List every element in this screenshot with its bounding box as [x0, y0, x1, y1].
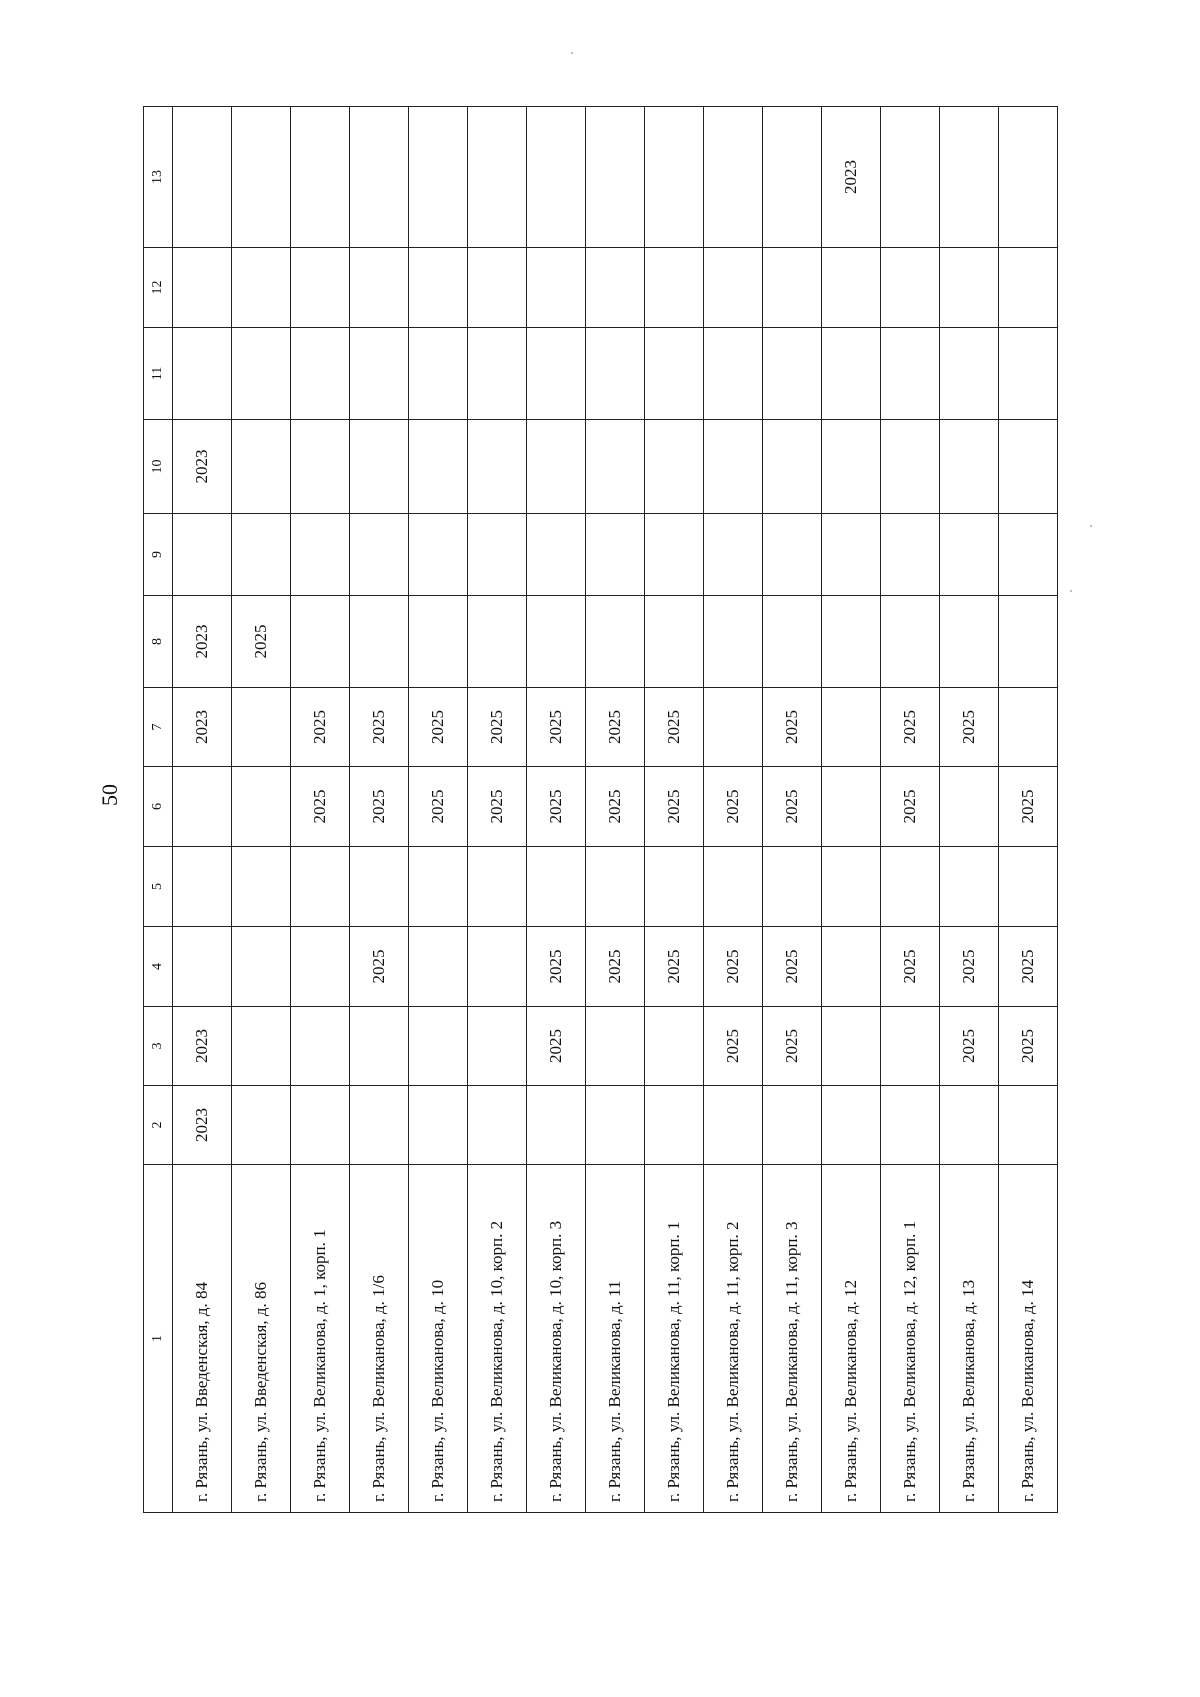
year-cell-col-12: [409, 248, 468, 328]
column-header-9: 9: [144, 514, 173, 596]
year-cell-col-4: 2025: [350, 927, 409, 1007]
address-cell: г. Рязань, ул. Великанова, д. 1, корп. 1: [291, 1165, 350, 1513]
year-cell-col-9: [409, 514, 468, 596]
year-cell-col-4: 2025: [763, 927, 822, 1007]
year-cell-col-2: [350, 1086, 409, 1165]
year-cell-col-6: 2025: [763, 767, 822, 847]
year-cell-col-2: [999, 1086, 1058, 1165]
year-cell-col-5: [940, 847, 999, 927]
year-cell-col-12: [881, 248, 940, 328]
year-cell-col-4: [822, 927, 881, 1007]
year-cell-col-11: [468, 328, 527, 420]
year-cell-col-4: 2025: [881, 927, 940, 1007]
year-cell-col-10: [999, 420, 1058, 514]
year-cell-col-9: [881, 514, 940, 596]
table-body: [173, 107, 1058, 1513]
year-cell-col-5: [704, 847, 763, 927]
year-cell-col-11: [232, 328, 291, 420]
year-cell-col-6: 2025: [350, 767, 409, 847]
year-cell-col-2: [409, 1086, 468, 1165]
year-cell-col-12: [645, 248, 704, 328]
year-cell-col-13: [586, 107, 645, 248]
year-cell-col-6: 2025: [468, 767, 527, 847]
year-cell-col-10: [468, 420, 527, 514]
year-cell-col-7: [232, 688, 291, 767]
column-header-4: 4: [144, 927, 173, 1007]
year-cell-col-12: [999, 248, 1058, 328]
address-cell: г. Рязань, ул. Великанова, д. 12, корп. 1: [881, 1165, 940, 1513]
schedule-table: [143, 106, 1058, 1513]
address-cell: г. Рязань, ул. Великанова, д. 10, корп. 3: [527, 1165, 586, 1513]
scan-speck: [1090, 525, 1092, 527]
year-cell-col-11: [586, 328, 645, 420]
year-cell-col-10: [586, 420, 645, 514]
year-cell-col-10: [409, 420, 468, 514]
year-cell-col-5: [232, 847, 291, 927]
year-cell-col-13: [350, 107, 409, 248]
column-header-12: 12: [144, 248, 173, 328]
year-cell-col-6: [822, 767, 881, 847]
year-cell-col-7: 2025: [350, 688, 409, 767]
year-cell-col-6: [232, 767, 291, 847]
table-row: [999, 107, 1058, 1513]
year-cell-col-6: 2025: [409, 767, 468, 847]
year-cell-col-4: 2025: [940, 927, 999, 1007]
year-cell-col-9: [999, 514, 1058, 596]
year-cell-col-13: [881, 107, 940, 248]
year-cell-col-8: [645, 596, 704, 688]
year-cell-col-8: [822, 596, 881, 688]
year-cell-col-11: [527, 328, 586, 420]
address-cell: г. Рязань, ул. Великанова, д. 10, корп. 2: [468, 1165, 527, 1513]
year-cell-col-10: [763, 420, 822, 514]
year-cell-col-4: 2025: [999, 927, 1058, 1007]
year-cell-col-8: [704, 596, 763, 688]
year-cell-col-5: [881, 847, 940, 927]
year-cell-col-6: [173, 767, 232, 847]
year-cell-col-6: [940, 767, 999, 847]
year-cell-col-4: [291, 927, 350, 1007]
address-cell: г. Рязань, ул. Великанова, д. 11, корп. 3: [763, 1165, 822, 1513]
year-cell-col-10: [822, 420, 881, 514]
address-cell: г. Рязань, ул. Великанова, д. 14: [999, 1165, 1058, 1513]
year-cell-col-7: [999, 688, 1058, 767]
year-cell-col-12: [704, 248, 763, 328]
year-cell-col-7: 2025: [940, 688, 999, 767]
year-cell-col-13: [173, 107, 232, 248]
year-cell-col-3: 2025: [527, 1007, 586, 1086]
year-cell-col-11: [822, 328, 881, 420]
year-cell-col-10: [645, 420, 704, 514]
year-cell-col-7: 2025: [586, 688, 645, 767]
year-cell-col-8: [940, 596, 999, 688]
address-cell: г. Рязань, ул. Великанова, д. 11, корп. 1: [645, 1165, 704, 1513]
year-cell-col-4: [232, 927, 291, 1007]
year-cell-col-10: [940, 420, 999, 514]
scan-speck: [1070, 590, 1072, 592]
year-cell-col-11: [645, 328, 704, 420]
table-row: [881, 107, 940, 1513]
year-cell-col-7: [822, 688, 881, 767]
year-cell-col-2: [586, 1086, 645, 1165]
year-cell-col-4: [409, 927, 468, 1007]
year-cell-col-2: [881, 1086, 940, 1165]
address-cell: г. Рязань, ул. Введенская, д. 86: [232, 1165, 291, 1513]
year-cell-col-10: [704, 420, 763, 514]
year-cell-col-2: [940, 1086, 999, 1165]
table-row: [468, 107, 527, 1513]
year-cell-col-2: [822, 1086, 881, 1165]
year-cell-col-3: [881, 1007, 940, 1086]
year-cell-col-6: 2025: [645, 767, 704, 847]
year-cell-col-5: [586, 847, 645, 927]
year-cell-col-7: 2025: [645, 688, 704, 767]
year-cell-col-4: 2025: [645, 927, 704, 1007]
year-cell-col-11: [173, 328, 232, 420]
year-cell-col-13: [232, 107, 291, 248]
year-cell-col-11: [291, 328, 350, 420]
year-cell-col-8: [763, 596, 822, 688]
year-cell-col-3: [291, 1007, 350, 1086]
year-cell-col-5: [999, 847, 1058, 927]
year-cell-col-8: [409, 596, 468, 688]
address-cell: г. Рязань, ул. Великанова, д. 12: [822, 1165, 881, 1513]
year-cell-col-3: 2023: [173, 1007, 232, 1086]
year-cell-col-8: [468, 596, 527, 688]
table-row: [232, 107, 291, 1513]
year-cell-col-6: 2025: [586, 767, 645, 847]
year-cell-col-7: 2023: [173, 688, 232, 767]
year-cell-col-9: [645, 514, 704, 596]
year-cell-col-10: [527, 420, 586, 514]
year-cell-col-11: [999, 328, 1058, 420]
column-header-2: 2: [144, 1086, 173, 1165]
year-cell-col-11: [940, 328, 999, 420]
year-cell-col-3: 2025: [999, 1007, 1058, 1086]
address-cell: г. Рязань, ул. Введенская, д. 84: [173, 1165, 232, 1513]
year-cell-col-7: 2025: [881, 688, 940, 767]
year-cell-col-9: [763, 514, 822, 596]
address-cell: г. Рязань, ул. Великанова, д. 13: [940, 1165, 999, 1513]
address-cell: г. Рязань, ул. Великанова, д. 11: [586, 1165, 645, 1513]
rotated-table-frame: [143, 107, 1051, 1513]
column-header-7: 7: [144, 688, 173, 767]
column-header-5: 5: [144, 847, 173, 927]
year-cell-col-3: [645, 1007, 704, 1086]
year-cell-col-3: 2025: [940, 1007, 999, 1086]
table-row: [822, 107, 881, 1513]
year-cell-col-13: [940, 107, 999, 248]
year-cell-col-2: [468, 1086, 527, 1165]
year-cell-col-5: [822, 847, 881, 927]
column-header-6: 6: [144, 767, 173, 847]
year-cell-col-13: [645, 107, 704, 248]
year-cell-col-6: 2025: [527, 767, 586, 847]
year-cell-col-13: [409, 107, 468, 248]
rotated-table-container: [143, 107, 1051, 1513]
year-cell-col-8: 2025: [232, 596, 291, 688]
year-cell-col-13: 2023: [822, 107, 881, 248]
year-cell-col-9: [232, 514, 291, 596]
year-cell-col-5: [645, 847, 704, 927]
year-cell-col-2: [704, 1086, 763, 1165]
year-cell-col-13: [527, 107, 586, 248]
year-cell-col-7: 2025: [763, 688, 822, 767]
column-header-10: 10: [144, 420, 173, 514]
year-cell-col-3: 2025: [704, 1007, 763, 1086]
year-cell-col-2: [527, 1086, 586, 1165]
year-cell-col-7: 2025: [409, 688, 468, 767]
year-cell-col-2: [763, 1086, 822, 1165]
table-row: [173, 107, 232, 1513]
year-cell-col-10: 2023: [173, 420, 232, 514]
year-cell-col-12: [350, 248, 409, 328]
table-row: [704, 107, 763, 1513]
year-cell-col-6: 2025: [999, 767, 1058, 847]
year-cell-col-6: 2025: [881, 767, 940, 847]
page-number: 50: [97, 784, 122, 806]
year-cell-col-4: [173, 927, 232, 1007]
year-cell-col-12: [586, 248, 645, 328]
year-cell-col-8: [291, 596, 350, 688]
year-cell-col-12: [291, 248, 350, 328]
table-row: [940, 107, 999, 1513]
year-cell-col-3: [350, 1007, 409, 1086]
year-cell-col-9: [940, 514, 999, 596]
year-cell-col-9: [822, 514, 881, 596]
table-row: [409, 107, 468, 1513]
year-cell-col-6: 2025: [704, 767, 763, 847]
column-header-11: 11: [144, 328, 173, 420]
year-cell-col-13: [291, 107, 350, 248]
year-cell-col-8: [350, 596, 409, 688]
year-cell-col-7: 2025: [291, 688, 350, 767]
year-cell-col-13: [763, 107, 822, 248]
table-row: [763, 107, 822, 1513]
column-header-1: 1: [144, 1165, 173, 1513]
column-header-8: 8: [144, 596, 173, 688]
year-cell-col-10: [291, 420, 350, 514]
year-cell-col-12: [822, 248, 881, 328]
year-cell-col-12: [173, 248, 232, 328]
year-cell-col-8: 2023: [173, 596, 232, 688]
year-cell-col-7: [704, 688, 763, 767]
column-header-13: 13: [144, 107, 173, 248]
year-cell-col-5: [468, 847, 527, 927]
year-cell-col-11: [763, 328, 822, 420]
year-cell-col-10: [350, 420, 409, 514]
header-row: [144, 107, 173, 1513]
address-cell: г. Рязань, ул. Великанова, д. 11, корп. 2: [704, 1165, 763, 1513]
scan-speck: [571, 52, 573, 54]
year-cell-col-9: [704, 514, 763, 596]
year-cell-col-9: [350, 514, 409, 596]
year-cell-col-11: [350, 328, 409, 420]
year-cell-col-9: [291, 514, 350, 596]
address-cell: г. Рязань, ул. Великанова, д. 1/6: [350, 1165, 409, 1513]
year-cell-col-3: [409, 1007, 468, 1086]
year-cell-col-4: 2025: [704, 927, 763, 1007]
year-cell-col-12: [763, 248, 822, 328]
year-cell-col-2: [232, 1086, 291, 1165]
year-cell-col-9: [527, 514, 586, 596]
table-row: [645, 107, 704, 1513]
year-cell-col-3: [232, 1007, 291, 1086]
column-header-3: 3: [144, 1007, 173, 1086]
table-row: [350, 107, 409, 1513]
year-cell-col-8: [881, 596, 940, 688]
table-row: [291, 107, 350, 1513]
year-cell-col-2: [291, 1086, 350, 1165]
year-cell-col-11: [881, 328, 940, 420]
year-cell-col-10: [881, 420, 940, 514]
year-cell-col-7: 2025: [527, 688, 586, 767]
table-row: [586, 107, 645, 1513]
year-cell-col-5: [291, 847, 350, 927]
year-cell-col-8: [586, 596, 645, 688]
year-cell-col-5: [350, 847, 409, 927]
year-cell-col-11: [409, 328, 468, 420]
year-cell-col-5: [173, 847, 232, 927]
year-cell-col-12: [232, 248, 291, 328]
year-cell-col-12: [527, 248, 586, 328]
year-cell-col-5: [409, 847, 468, 927]
year-cell-col-6: 2025: [291, 767, 350, 847]
address-cell: г. Рязань, ул. Великанова, д. 10: [409, 1165, 468, 1513]
year-cell-col-3: [822, 1007, 881, 1086]
year-cell-col-12: [940, 248, 999, 328]
year-cell-col-4: [468, 927, 527, 1007]
year-cell-col-5: [527, 847, 586, 927]
year-cell-col-8: [999, 596, 1058, 688]
year-cell-col-13: [468, 107, 527, 248]
year-cell-col-2: 2023: [173, 1086, 232, 1165]
year-cell-col-5: [763, 847, 822, 927]
year-cell-col-4: 2025: [586, 927, 645, 1007]
year-cell-col-13: [704, 107, 763, 248]
year-cell-col-9: [173, 514, 232, 596]
year-cell-col-3: 2025: [763, 1007, 822, 1086]
year-cell-col-2: [645, 1086, 704, 1165]
year-cell-col-12: [468, 248, 527, 328]
year-cell-col-3: [468, 1007, 527, 1086]
table-row: [527, 107, 586, 1513]
year-cell-col-8: [527, 596, 586, 688]
year-cell-col-9: [468, 514, 527, 596]
year-cell-col-11: [704, 328, 763, 420]
year-cell-col-13: [999, 107, 1058, 248]
year-cell-col-3: [586, 1007, 645, 1086]
year-cell-col-4: 2025: [527, 927, 586, 1007]
year-cell-col-9: [586, 514, 645, 596]
year-cell-col-10: [232, 420, 291, 514]
year-cell-col-7: 2025: [468, 688, 527, 767]
